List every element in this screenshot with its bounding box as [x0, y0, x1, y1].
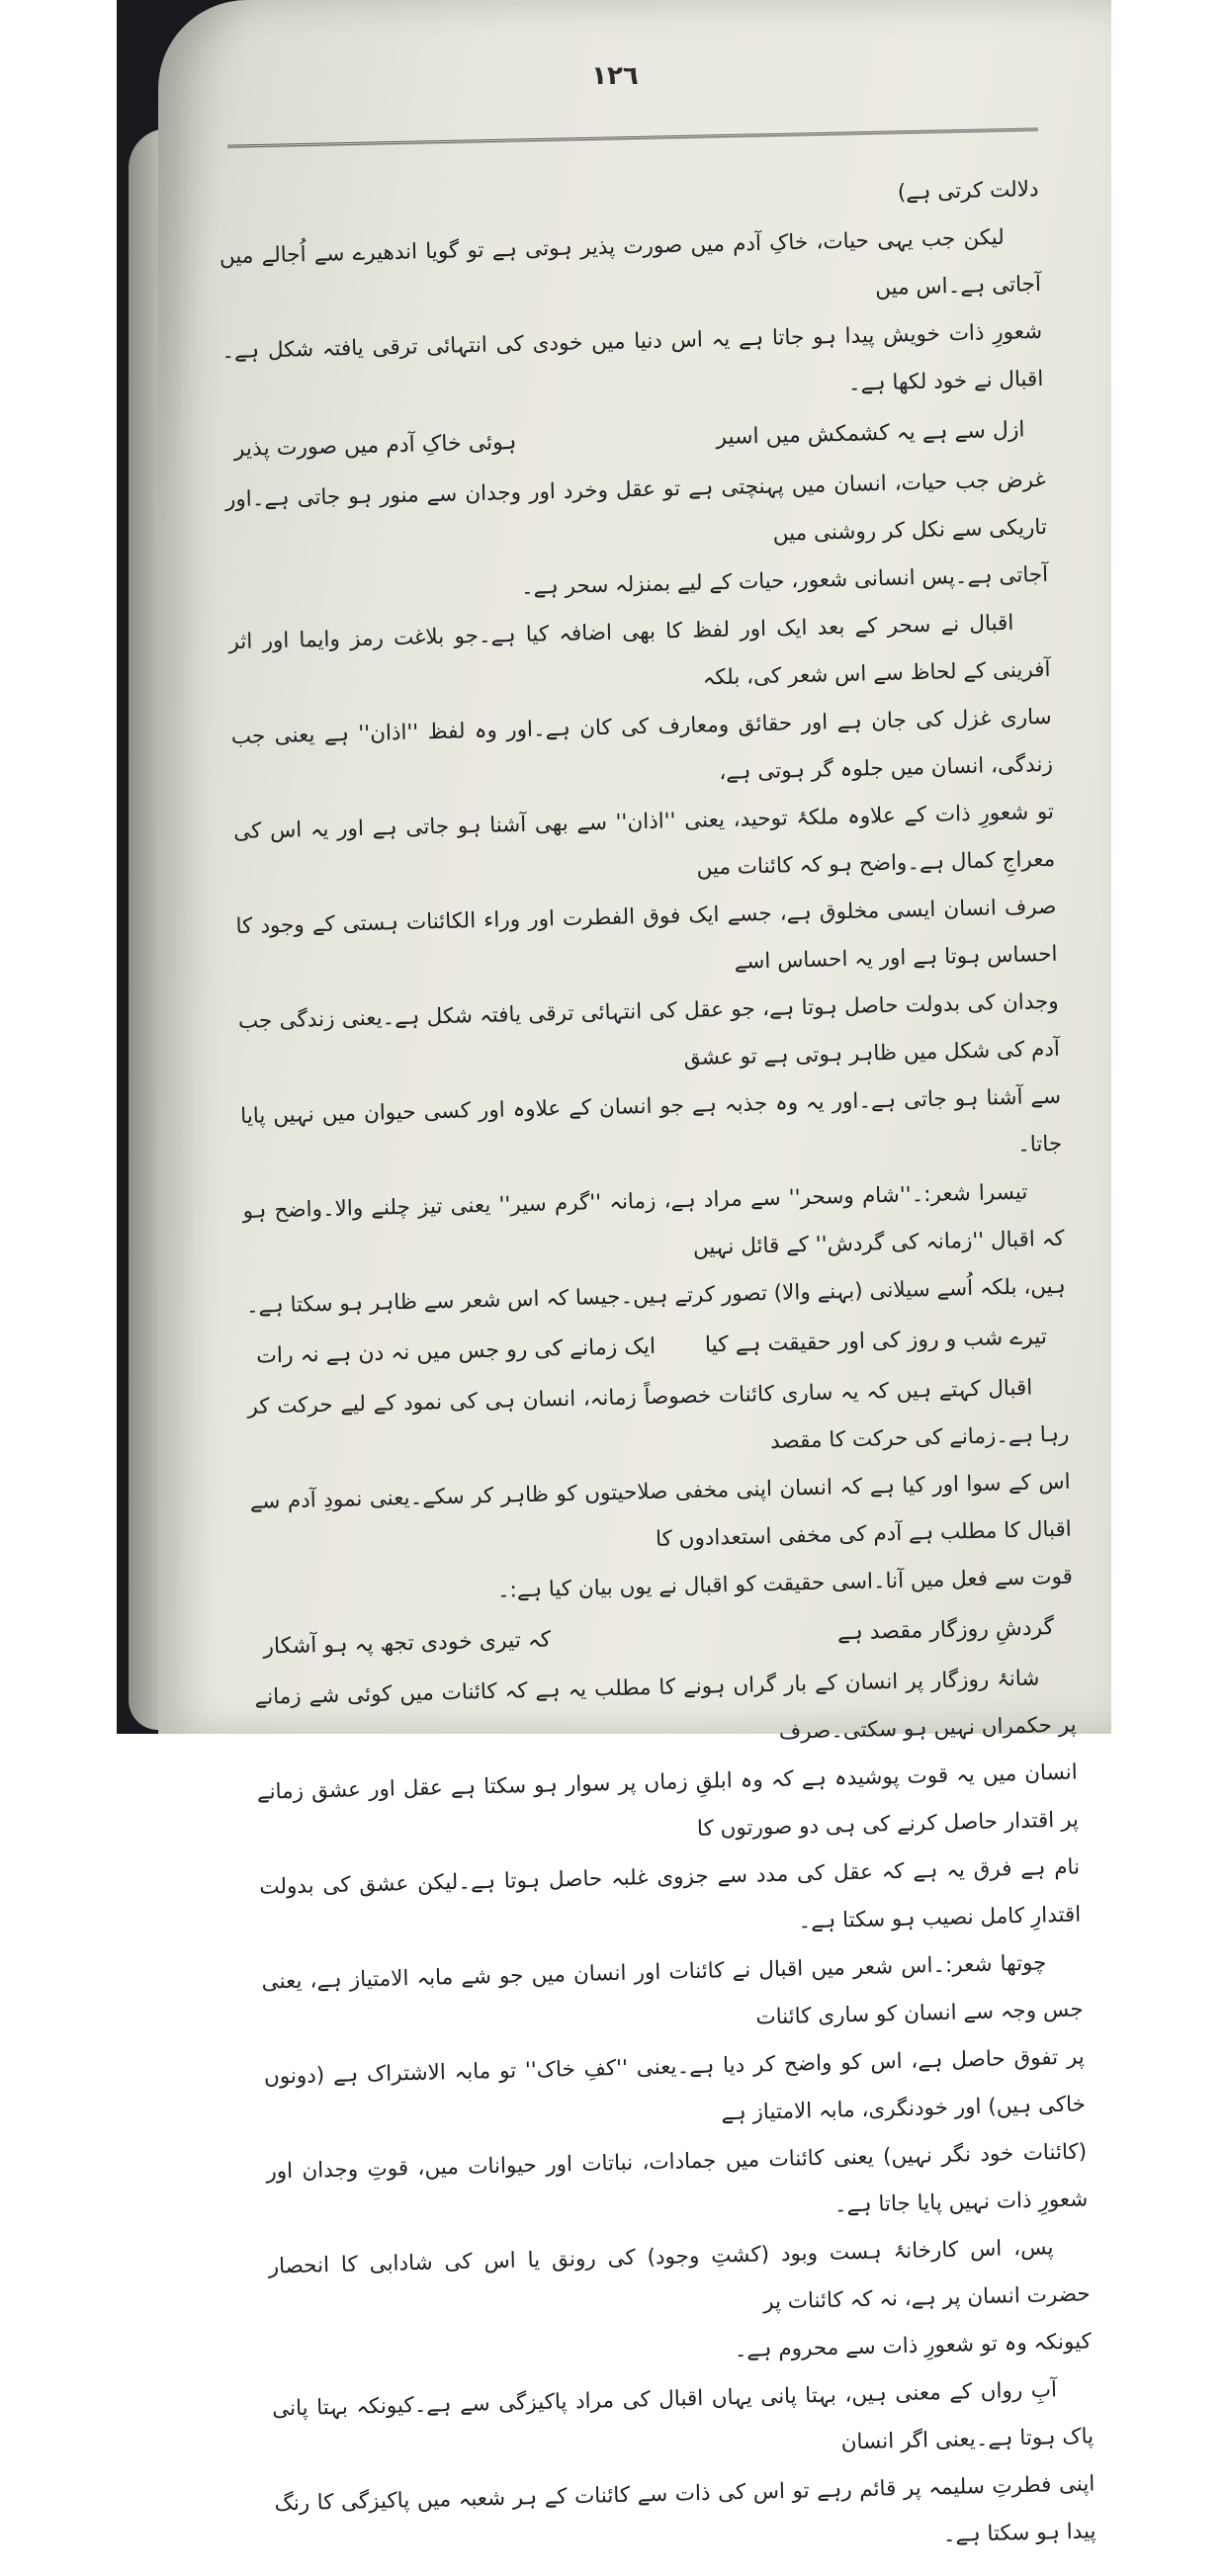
text-line: ساری غزل کی جان ہے اور حقائق ومعارف کی کان ہے۔اور وہ لفظ ''اذان'' ہے یعنی جب زندگی، انسان میں جلوہ گر ہوتی ہے،	[230, 704, 1054, 786]
book-page	[158, 0, 1111, 2548]
text-line: غرض جب حیات، انسان میں پہنچتی ہے تو عقل وخرد اور وجدان سے منور ہو جاتی ہے۔اور تاریکی سے نکل کر روشنی میں	[224, 467, 1048, 547]
text-line: آبِ رواں کے معنی ہیں، بہتا پانی یہاں اقبال کی مراد پاکیزگی سے ہے۔کیونکہ بہتا پانی پاک ہوتا ہے۔یعنی اگر انسان	[271, 2377, 1095, 2455]
text-line: انسان میں یہ قوت پوشیدہ ہے کہ وہ ابلقِ زماں پر سوار ہو سکتا ہے عقل اور عشق زمانے پر اقتدار حاصل کرنے کی ہی دو صورتوں کا	[256, 1760, 1080, 1842]
verse-hemistich-right: گردشِ روزگار مقصد ہے	[836, 1615, 1055, 1646]
header-rule	[227, 128, 1038, 147]
text-line: سے آشنا ہو جاتی ہے۔اور یہ وہ جذبہ ہے جو انسان کے علاوہ اور کسی حیوان میں نہیں پایا جاتا۔	[239, 1083, 1063, 1158]
text-line: پر تفوق حاصل ہے، اس کو واضح کر دیا ہے۔یعنی ''کفِ خاک'' تو مابہ الاشتراک ہے (دونوں خاکی ہیں) اور خودنگری، مابہ الامتیاز ہے	[263, 2044, 1087, 2126]
verse-hemistich-right: ازل سے ہے یہ کشمکش میں اسیر	[715, 417, 1025, 451]
text-line: ہیں، بلکہ اُسے سیلانی (بہنے والا) تصور کرتے ہیں۔جیسا کہ اس شعر سے ظاہر ہو سکتا ہے۔	[245, 1273, 1066, 1319]
text-line: تیسرا شعر:۔''شام وسحر'' سے مراد ہے، زمانہ ''گرم سیر'' یعنی تیز چلنے والا۔واضح ہو کہ اقبال ''زمانہ کی گردش'' کے قائل نہیں	[242, 1179, 1065, 1260]
text-line: نام ہے فرق یہ ہے کہ عقل کی مدد سے جزوی غلبہ حاصل ہوتا ہے۔لیکن عشق کی بدولت اقتدارِ کامل نصیب ہو سکتا ہے۔	[259, 1854, 1082, 1934]
verse-hemistich-right: تیرے شب و روز کی اور حقیقت ہے کیا	[704, 1325, 1048, 1358]
verse-hemistich-left: ایک زمانے کی رو جس میں نہ دن ہے نہ رات	[255, 1333, 657, 1369]
text-line: صرف انسان ایسی مخلوق ہے، جسے ایک فوق الفطرت اور وراء الکائنات ہستی کے وجود کا احساس ہوتا ہے اور یہ احساس اسے	[235, 894, 1058, 975]
book-photo	[117, 0, 1111, 2548]
text-line: اپنی فطرتِ سلیمہ پر قائم رہے تو اس کی ذات سے کائنات کے ہر شعبہ میں پاکیزگی کا رنگ پیدا ہو سکتا ہے۔	[274, 2471, 1096, 2548]
text-line: قوت سے فعل میں آنا۔اسی حقیقت کو اقبال نے یوں بیان کیا ہے:۔	[496, 1564, 1074, 1603]
text-line: کیونکہ وہ تو شعورِ ذات سے محروم ہے۔	[734, 2329, 1093, 2363]
verse-hemistich-left: کہ تیری خودی تجھ پہ ہو آشکار	[263, 1627, 552, 1660]
text-line: شعورِ ذات خویش پیدا ہو جاتا ہے یہ اس دنیا میں خودی کی انتہائی ترقی یافتہ شکل ہے۔اقبال نے خود لکھا ہے۔	[221, 318, 1044, 396]
text-line: وجدان کی بدولت حاصل ہوتا ہے، جو عقل کی انتہائی ترقی یافتہ شکل ہے۔یعنی زندگی جب آدم کی شکل میں ظاہر ہوتی ہے تو عشق	[237, 988, 1061, 1072]
text-line: اقبال کہتے ہیں کہ یہ ساری کائنات خصوصاً زمانہ، انسان ہی کی نمود کے لیے حرکت کر رہا ہے۔زمانے کی حرکت کا مقصد	[247, 1375, 1070, 1454]
text-line: تو شعورِ ذات کے علاوہ ملکۂ توحید، یعنی ''اذان'' سے بھی آشنا ہو جاتی ہے اور یہ اس کی معراجِ کمال ہے۔واضح ہو کہ کائنات میں	[232, 799, 1056, 881]
text-line: اقبال نے سحر کے بعد ایک اور لفظ کا بھی اضافہ کیا ہے۔جو بلاغت رمز وایما اور اثر آفرینی کے لحاظ سے اس شعر کی، بلکہ	[228, 610, 1051, 691]
text-line: چوتھا شعر:۔اس شعر میں اقبال نے کائنات اور انسان میں جو شے مابہ الامتیاز ہے، یعنی جس وجہ سے انسان کو ساری کائنات	[261, 1950, 1084, 2030]
page-number: ١٢٦	[591, 61, 639, 91]
page-text	[218, 166, 1096, 2576]
text-line: لیکن جب یہی حیات، خاکِ آدم میں صورت پذیر ہوتی ہے تو گویا اندھیرے سے اُجالے میں آجاتی ہے۔اس میں	[219, 224, 1042, 301]
text-line: (کائنات خود نگر نہیں) یعنی کائنات میں جمادات، نباتات اور حیوانات میں، قوتِ وجدان اور شعورِ ذات نہیں پایا جاتا ہے۔	[266, 2139, 1089, 2218]
verse-hemistich-left: ہوئی خاکِ آدم میں صورت پذیر	[233, 429, 517, 462]
text-line: شانۂ روزگار پر انسان کے بار گراں ہونے کا مطلب یہ ہے کہ کائنات میں کوئی شے زمانے پر حکمراں نہیں ہو سکتی۔صرف	[254, 1666, 1077, 1745]
text-line: پس، اس کارخانۂ ہست وبود (کشتِ وجود) کی رونق یا اس کی شادابی کا انحصار حضرت انسان پر ہے، نہ کہ کائنات پر	[268, 2235, 1091, 2315]
text-line: اس کے سوا اور کیا ہے کہ انسان اپنی مخفی صلاحیتوں کو ظاہر کر سکے۔یعنی نمودِ آدم سے اقبال کا مطلب ہے آدم کی مخفی استعدادوں کا	[249, 1469, 1073, 1552]
text-line: آجاتی ہے۔پس انسانی شعور، حیات کے لیے بمنزلہ سحر ہے۔	[520, 561, 1049, 600]
text-line: دلالت کرتی ہے)	[897, 176, 1039, 206]
